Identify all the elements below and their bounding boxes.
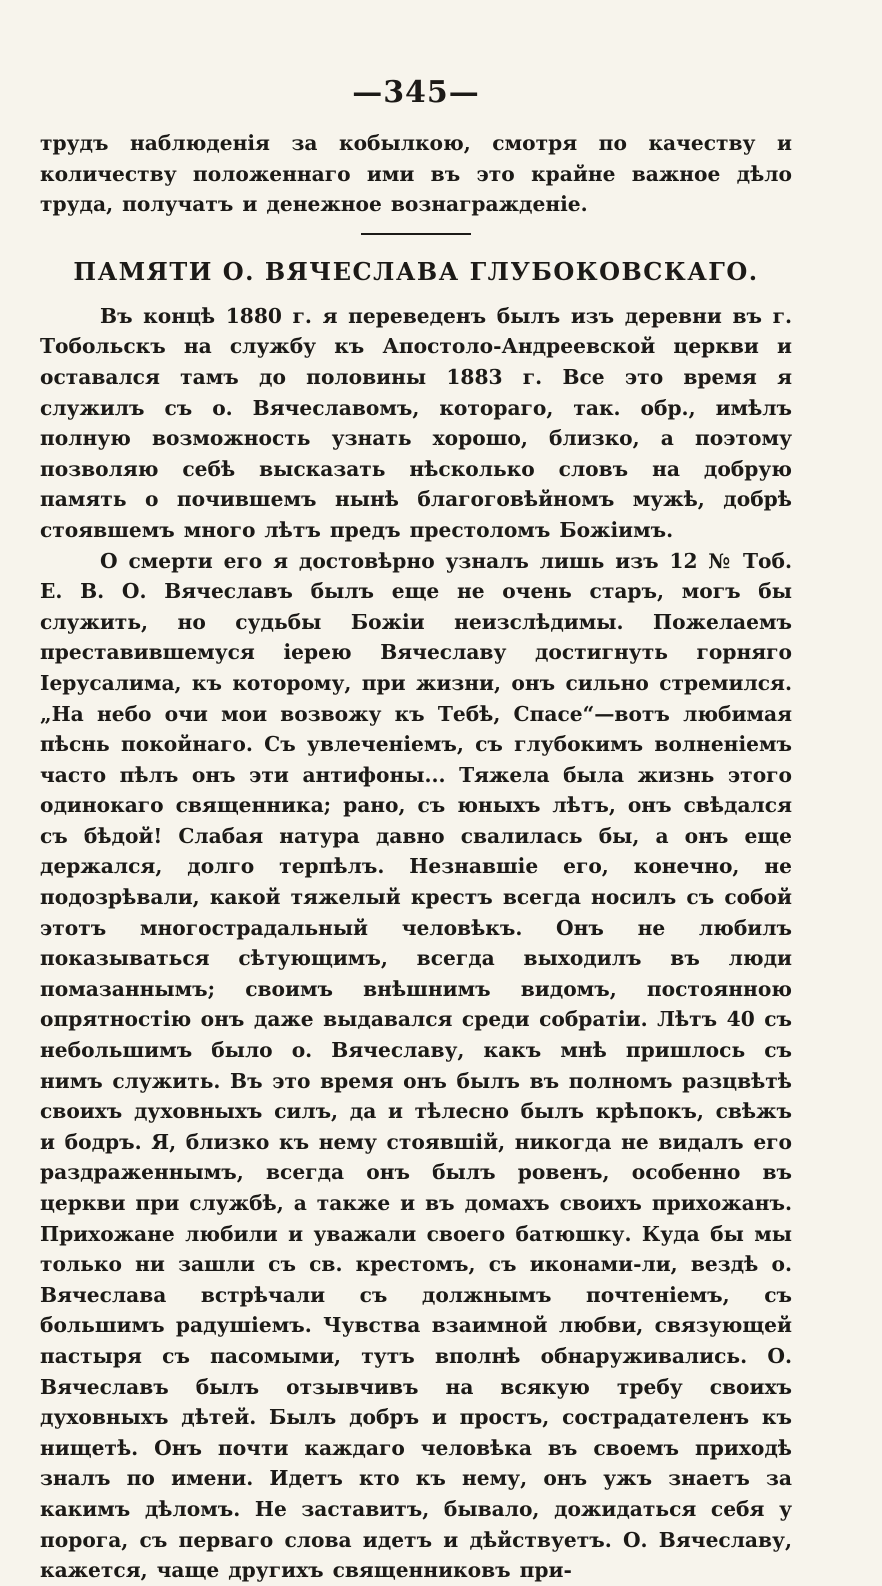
article-paragraph-2: О смерти его я достовѣрно узналъ лишь изъ 12 № Тоб. Е. В. О. Вячеславъ былъ еще не очень старъ, могъ бы служить, но судьбы Божіи неизслѣдимы. Пожелаемъ преставившемуся іерею Вячеславу достигнуть горняго Іерусалима, къ которому, при жизни, онъ сильно стремился. „На небо очи мои возвожу къ Тебѣ, Спасе“—вотъ любимая пѣснь покойнаго. Съ увлеченіемъ, съ глубокимъ волненіемъ часто пѣлъ онъ эти антифоны... Тяжела была жизнь этого одинокаго священника; рано, съ юныхъ лѣтъ, онъ свѣдался съ бѣдой! Слабая натура давно свалилась бы, а онъ еще держался, долго терпѣлъ. Незнавшіе его, конечно, не подозрѣвали, какой тяжелый крестъ всегда носилъ съ собой этотъ многострадальный человѣкъ. Онъ не любилъ показываться сѣтующимъ, всегда выходилъ въ люди помазаннымъ; своимъ внѣшнимъ видомъ, постоянною опрятностію онъ даже выдавался среди собратіи. Лѣтъ 40 съ небольшимъ было о. Вячеславу, какъ мнѣ пришлось съ нимъ служить. Въ это время онъ былъ въ полномъ разцвѣтѣ своихъ духовныхъ силъ, да и тѣлесно былъ крѣпокъ, свѣжъ и бодръ. Я, близко къ нему стоявшій, никогда не видалъ его раздраженнымъ, всегда онъ былъ ровенъ, особенно въ церкви при службѣ, а также и въ домахъ своихъ прихожанъ. Прихожане любили и уважали своего батюшку. Куда бы мы только ни зашли съ св. крестомъ, съ иконами-ли, вездѣ о. Вячеслава встрѣчали съ должнымъ почтеніемъ, съ большимъ радушіемъ. Чувства взаимной любви, связующей пастыря съ пасомыми, тутъ вполнѣ обнаруживались. О. Вячеславъ былъ отзывчивъ на всякую требу своихъ духовныхъ дѣтей. Былъ добръ и простъ, сострадателенъ къ нищетѣ. Онъ почти каждаго человѣка въ своемъ приходѣ зналъ по имени. Идетъ кто къ нему, онъ ужъ знаетъ за какимъ дѣломъ. Не заставитъ, бывало, дожидаться себя у порога, съ перваго слова идетъ и дѣйствуетъ. О. Вячеславу, кажется, чаще другихъ священниковъ при-: [40, 548, 792, 1583]
document-page: [40, 75, 792, 1586]
article-title: ПАМЯТИ О. ВЯЧЕСЛАВА ГЛУБОКОВСКАГО.: [73, 256, 759, 286]
article-paragraph-1: Въ концѣ 1880 г. я переведенъ былъ изъ деревни въ г. Тобольскъ на службу къ Апостоло-Андреевской церкви и оставался тамъ до половины 1883 г. Все это время я служилъ съ о. Вячеславомъ, котораго, так. обр., имѣлъ полную возможность узнать хорошо, близко, а поэтому позволяю себѣ высказать нѣсколько словъ на добрую память о почившемъ нынѣ благоговѣйномъ мужѣ, добрѣ стоявшемъ много лѣтъ предъ престоломъ Божіимъ.: [40, 303, 792, 542]
page-number: —345—: [352, 75, 480, 110]
intro-paragraph: трудъ наблюденія за кобылкою, смотря по качеству и количеству положеннаго ими въ это крайне важное дѣло труда, получатъ и денежное вознагражденіе.: [40, 131, 792, 217]
section-divider: [361, 233, 471, 235]
